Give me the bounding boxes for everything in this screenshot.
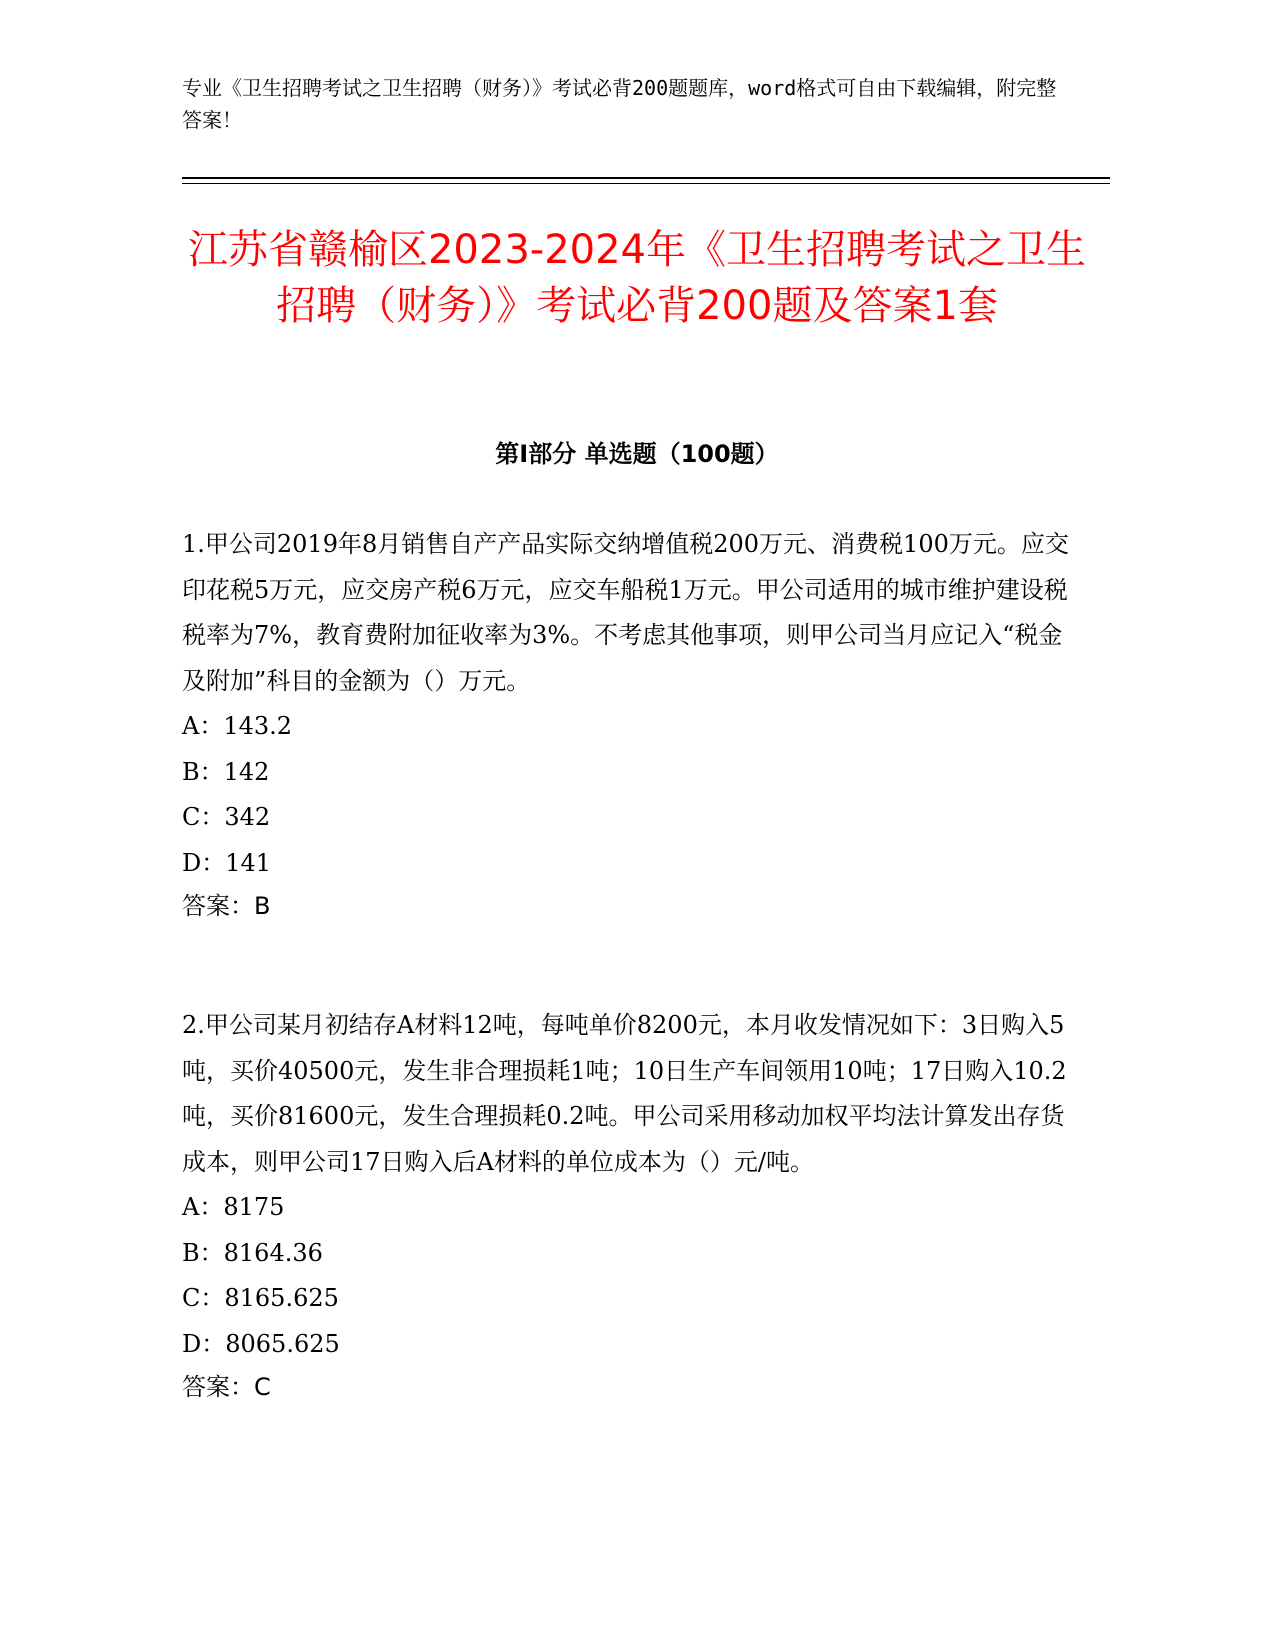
option-c: C：342 bbox=[182, 803, 271, 831]
option-b: B：142 bbox=[182, 757, 270, 786]
question-2 bbox=[182, 1003, 1077, 1407]
question-stem: 1.甲公司2019年8月销售自产产品实际交纳增值税200万元、消费税100万元。应交印花税5万元，应交房产税6万元，应交车船税1万元。甲公司适用的城市维护建设税税率为7%，教育费附加征收率为3%。不考虑其他事项，则甲公司当月应记入“税金及附加”科目的金额为（）万元。 bbox=[182, 530, 1069, 695]
answer: 答案：C bbox=[182, 1373, 271, 1401]
option-a: A：8175 bbox=[182, 1193, 285, 1221]
option-d: D：8065.625 bbox=[182, 1329, 340, 1358]
option-d: D：141 bbox=[182, 848, 272, 877]
option-a: A：143.2 bbox=[182, 712, 293, 740]
question-stem: 2.甲公司某月初结存A材料12吨，每吨单价8200元，本月收发情况如下：3日购入5吨，买价40500元，发生非合理损耗1吨；10日生产车间领用10吨；17日购入10.2吨，买价81600元，发生合理损耗0.2吨。甲公司采用移动加权平均法计算发出存货成本，则甲公司17日购入后A材料的单位成本为（）元/吨。 bbox=[182, 1011, 1067, 1176]
question-1 bbox=[182, 522, 1077, 926]
answer: 答案：B bbox=[182, 892, 271, 920]
document-title: 江苏省赣榆区2023-2024年《卫生招聘考试之卫生招聘（财务）》考试必背200题及答案1套 bbox=[187, 227, 1087, 329]
header-rule-thin bbox=[182, 183, 1110, 184]
header-rule-thick bbox=[182, 177, 1110, 179]
header-note: 专业《卫生招聘考试之卫生招聘（财务）》考试必背200题题库，word格式可自由下载编辑，附完整答案！ bbox=[182, 76, 1057, 132]
section-title: 第Ⅰ部分 单选题（100题） bbox=[495, 440, 779, 468]
option-c: C：8165.625 bbox=[182, 1284, 339, 1312]
option-b: B：8164.36 bbox=[182, 1238, 323, 1267]
